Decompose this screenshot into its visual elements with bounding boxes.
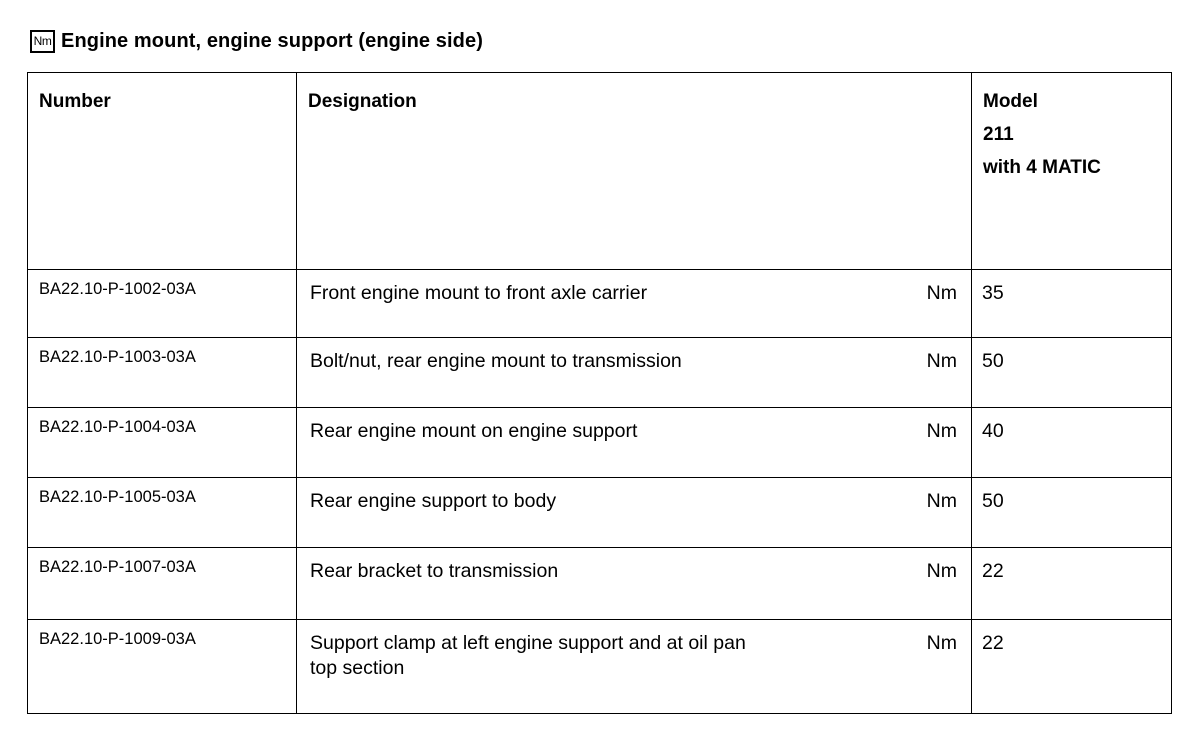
row-designation: Front engine mount to front axle carrier Nm [297, 270, 972, 338]
section-title [30, 26, 483, 56]
table-row [28, 478, 1172, 548]
row-value: 22 [972, 620, 1172, 714]
row-value: 50 [972, 338, 1172, 408]
row-designation: Rear engine support to body Nm [297, 478, 972, 548]
row-designation: Rear bracket to transmission Nm [297, 548, 972, 620]
row-value: 50 [972, 478, 1172, 548]
row-number: BA22.10-P-1009-03A [28, 620, 297, 714]
table-row [28, 270, 1172, 338]
row-number: BA22.10-P-1002-03A [28, 270, 297, 338]
table-row [28, 548, 1172, 620]
row-unit: Nm [926, 560, 957, 582]
row-designation: Bolt/nut, rear engine mount to transmission Nm [297, 338, 972, 408]
torque-nm-icon: Nm [30, 30, 55, 53]
torque-spec-table [27, 72, 1172, 714]
row-number: BA22.10-P-1004-03A [28, 408, 297, 478]
table-row [28, 620, 1172, 714]
header-model [972, 73, 1172, 270]
row-value: 35 [972, 270, 1172, 338]
section-title-text: Engine mount, engine support (engine side) [61, 29, 483, 52]
row-number: BA22.10-P-1007-03A [28, 548, 297, 620]
header-model-variant: with 4 MATIC [983, 157, 1101, 178]
row-designation: Support clamp at left engine support and at oil pan top section Nm [297, 620, 972, 714]
row-number: BA22.10-P-1003-03A [28, 338, 297, 408]
row-designation: Rear engine mount on engine support Nm [297, 408, 972, 478]
header-model-number: 211 [983, 124, 1014, 145]
row-value: 22 [972, 548, 1172, 620]
row-unit: Nm [926, 282, 957, 304]
header-number: Number [28, 73, 297, 270]
header-designation: Designation [297, 73, 972, 270]
row-unit: Nm [926, 490, 957, 512]
row-value: 40 [972, 408, 1172, 478]
row-unit: Nm [926, 420, 957, 442]
table-row [28, 338, 1172, 408]
header-model-label: Model [983, 91, 1038, 112]
row-number: BA22.10-P-1005-03A [28, 478, 297, 548]
table-row [28, 408, 1172, 478]
row-unit: Nm [926, 350, 957, 372]
row-unit: Nm [926, 632, 957, 654]
table-header-row [28, 73, 1172, 270]
